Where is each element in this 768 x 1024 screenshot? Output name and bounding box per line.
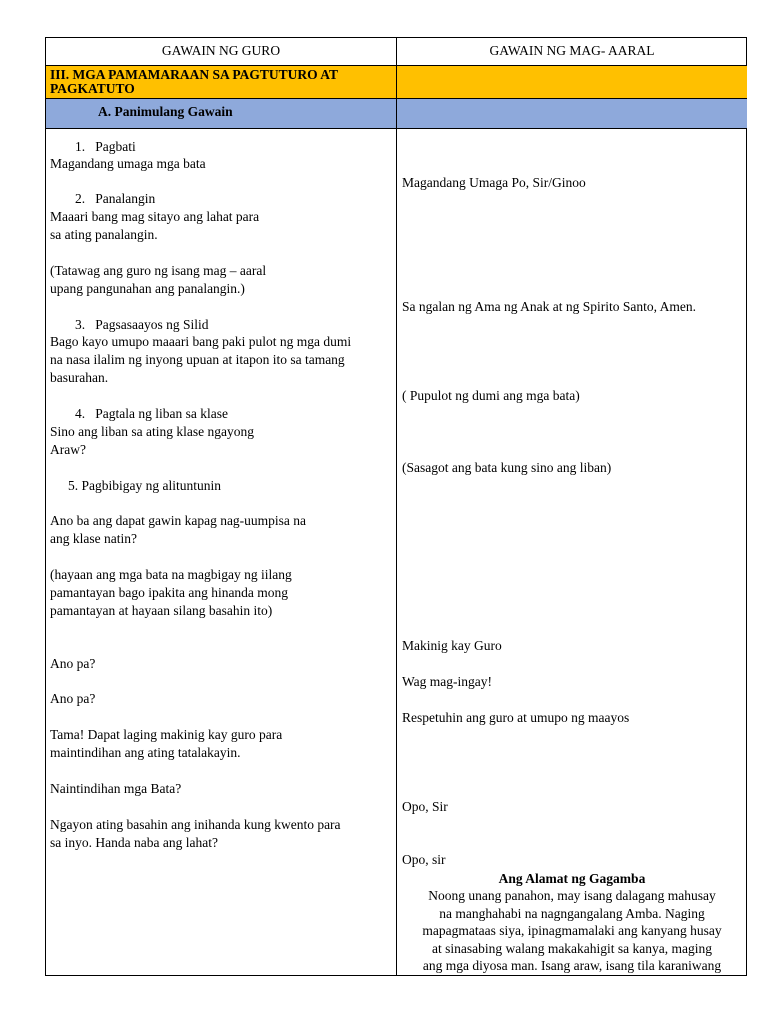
section-fill-right <box>397 66 747 98</box>
student-response: Magandang Umaga Po, Sir/Ginoo <box>402 175 586 190</box>
student-response: Makinig kay Guro <box>402 638 502 653</box>
left-line: Tama! Dapat laging makinig kay guro para <box>50 727 283 742</box>
student-response: Wag mag-ingay! <box>402 674 493 689</box>
story-line: at sinasabing walang makakahigit sa kanya, maging <box>431 940 713 956</box>
student-response: Respetuhin ang guro at umupo ng maayos <box>402 710 630 725</box>
left-line: pamantayan at hayaan silang basahin ito) <box>50 603 273 618</box>
story-line: na manghahabi na nagngangalang Amba. Naging <box>439 905 705 921</box>
section-title-line1: III. MGA PAMAMARAAN SA PAGTUTURO AT <box>50 67 339 82</box>
item-panalangin: 2. Panalangin <box>75 191 156 206</box>
left-line: pamantayan bago ipakita ang hinanda mong <box>50 585 289 600</box>
student-response: ( Pupulot ng dumi ang mga bata) <box>402 388 580 403</box>
left-line: (hayaan ang mga bata na magbigay ng iilang <box>50 567 292 582</box>
section-title-line2: PAGKATUTO <box>50 81 135 96</box>
left-line: Maaari bang mag sitayo ang lahat para <box>50 209 260 224</box>
left-line: maintindihan ang ating tatalakayin. <box>50 745 241 760</box>
left-line: (Tatawag ang guro ng isang mag – aaral <box>50 263 267 278</box>
left-line: Magandang umaga mga bata <box>50 156 206 171</box>
subsection-label: A. Panimulang Gawain <box>98 104 233 119</box>
student-response: Sa ngalan ng Ama ng Anak at ng Spirito Santo, Amen. <box>402 299 696 314</box>
left-line: upang pangunahan ang panalangin.) <box>50 281 245 296</box>
header-left: GAWAIN NG GURO <box>161 43 281 58</box>
story-body <box>397 887 747 975</box>
subsection-fill-right <box>397 99 747 128</box>
story-line: ang mga diyosa man. Isang araw, isang tila karaniwang <box>422 958 722 974</box>
item-pagtala: 4. Pagtala ng liban sa klase <box>75 406 228 421</box>
left-line: sa ating panalangin. <box>50 227 158 242</box>
left-line: Sino ang liban sa ating klase ngayong <box>50 424 254 439</box>
story-line: mapagmataas siya, ipinagmamalaki ang kanyang husay <box>422 923 722 939</box>
left-line: basurahan. <box>50 370 109 385</box>
student-response: (Sasagot ang bata kung sino ang liban) <box>402 460 612 475</box>
left-line: Ngayon ating basahin ang inihanda kung kwento para <box>50 817 341 832</box>
item-pagsasaayos: 3. Pagsasaayos ng Silid <box>75 317 209 332</box>
lesson-plan-table <box>45 37 747 976</box>
subsection-title <box>46 99 396 128</box>
left-line: na nasa ilalim ng inyong upuan at itapon ito sa tamang <box>50 352 345 367</box>
section-title <box>46 66 396 98</box>
left-line: Araw? <box>50 442 86 457</box>
student-response: Opo, Sir <box>402 799 448 814</box>
left-line: Ano pa? <box>50 691 96 706</box>
item-alituntunin: 5. Pagbibigay ng alituntunin <box>68 478 221 493</box>
story-title: Ang Alamat ng Gagamba <box>498 871 646 886</box>
left-line: Ano pa? <box>50 656 96 671</box>
column-divider <box>396 38 397 975</box>
left-line: Bago kayo umupo maaari bang paki pulot ng mga dumi <box>50 334 352 349</box>
left-line: Naintindihan mga Bata? <box>50 781 182 796</box>
left-line: Ano ba ang dapat gawin kapag nag-uumpisa na <box>50 513 307 528</box>
left-line: ang klase natin? <box>50 531 137 546</box>
left-line: sa inyo. Handa naba ang lahat? <box>50 835 218 850</box>
story-line: Noong unang panahon, may isang dalagang mahusay <box>428 888 716 903</box>
student-response: Opo, sir <box>402 852 446 867</box>
header-right: GAWAIN NG MAG- AARAL <box>489 43 655 58</box>
row-divider <box>46 128 746 129</box>
item-pagbati: 1. Pagbati <box>75 139 136 154</box>
